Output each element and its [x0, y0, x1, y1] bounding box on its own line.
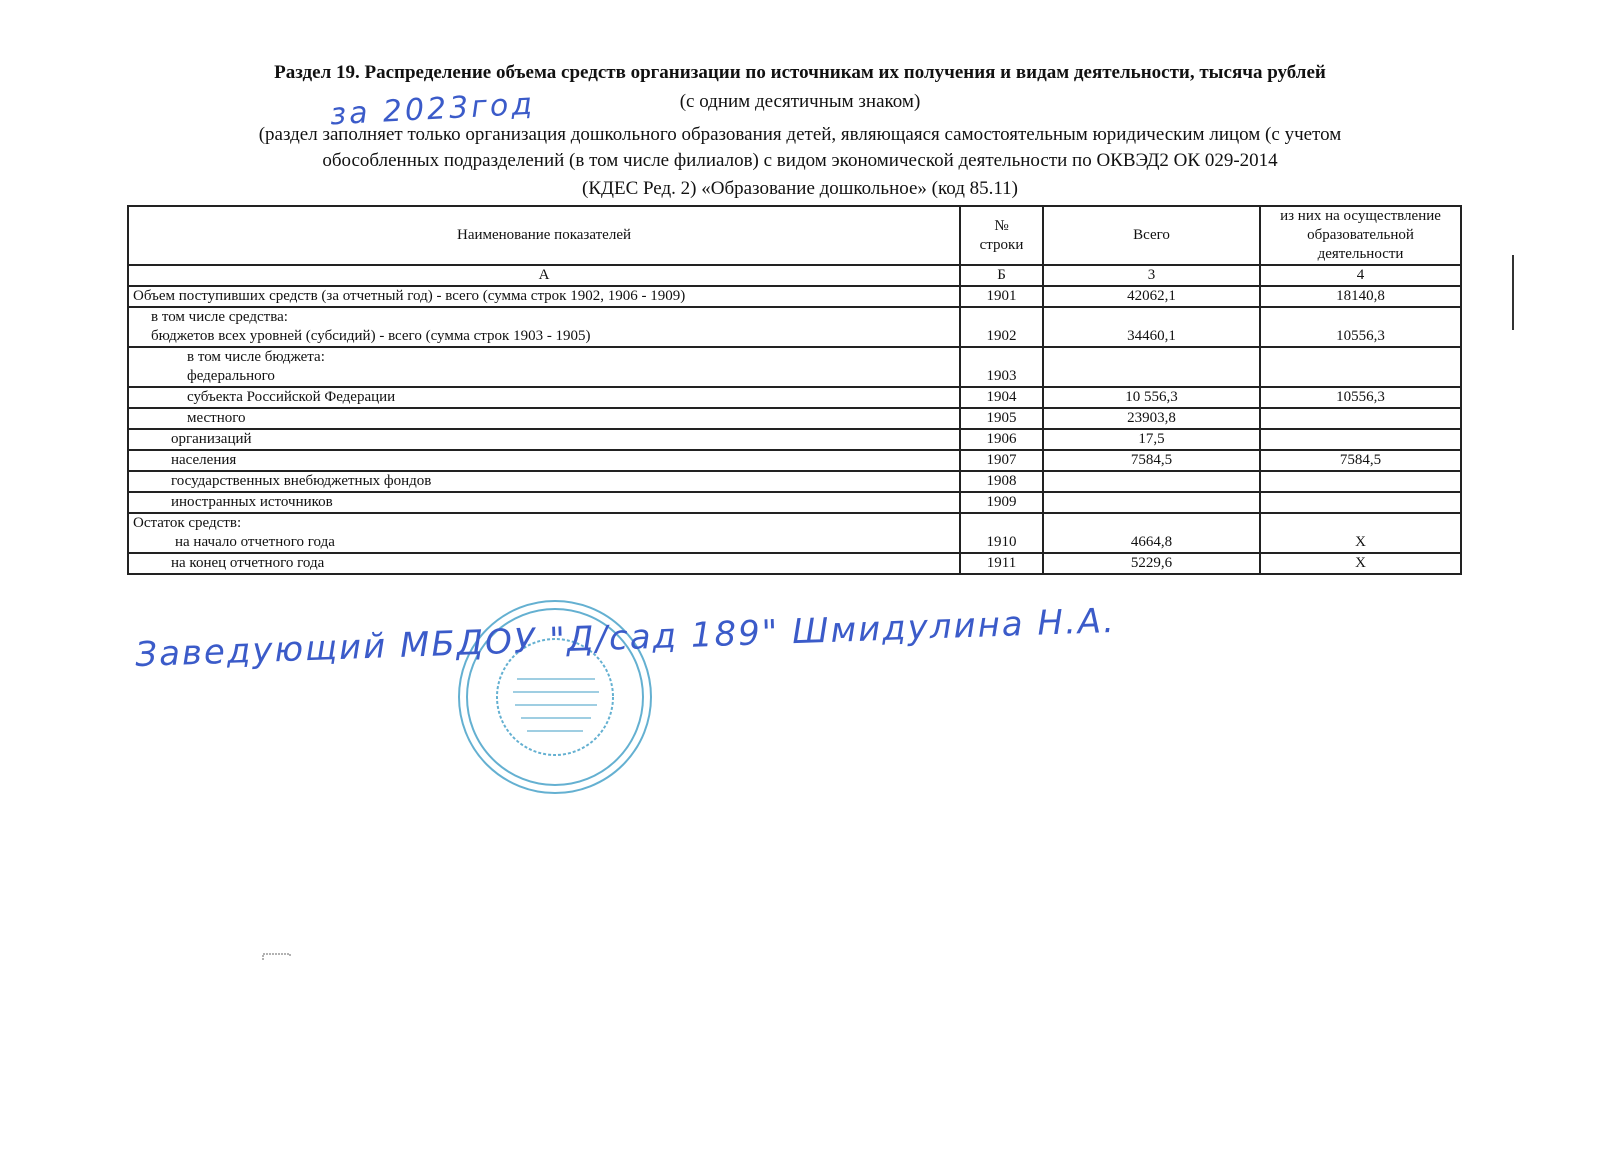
row-1903-edu	[1260, 347, 1461, 387]
header-edu-line2: образовательной деятельности	[1307, 227, 1414, 262]
handwritten-signature-line: Заведующий МБДОУ "Д/сад 189" Шмидулина Н.А.	[134, 600, 1117, 676]
row-1909-code: 1909	[960, 492, 1043, 513]
handwritten-year-note: за 2023год	[329, 86, 536, 133]
row-1906-total: 17,5	[1043, 429, 1260, 450]
row-1903-total	[1043, 347, 1260, 387]
row-1909-label: иностранных источников	[128, 492, 960, 513]
row-1902-label-top: в том числе средства:	[151, 309, 288, 325]
row-1910-label	[128, 513, 960, 553]
row-1911-total: 5229,6	[1043, 553, 1260, 574]
row-1901-total: 42062,1	[1043, 286, 1260, 307]
header-code-line1: №	[994, 217, 1009, 234]
table-header-row	[128, 206, 1461, 265]
row-1902-total: 34460,1	[1043, 307, 1260, 347]
stamp-text-marks	[513, 679, 599, 731]
row-1901-label: Объем поступивших средств (за отчетный год) - всего (сумма строк 1902, 1906 - 1909)	[128, 286, 960, 307]
section-title: Раздел 19. Распределение объема средств организации по источникам их получения и видам деятельности, тысяча рублей	[274, 62, 1326, 83]
section-note-line-3: (КДЕС Ред. 2) «Образование дошкольное» (код 85.11)	[582, 178, 1018, 199]
row-1910-label-main: на начало отчетного года	[175, 534, 335, 550]
column-letter-4: 4	[1260, 265, 1461, 286]
row-1901-edu: 18140,8	[1260, 286, 1461, 307]
header-edu-line1: из них на осуществление	[1280, 208, 1441, 224]
table-row	[128, 553, 1461, 574]
row-1902-label	[128, 307, 960, 347]
header-code-line2: строки	[979, 236, 1024, 253]
column-letter-b: Б	[960, 265, 1043, 286]
row-1904-total: 10 556,3	[1043, 387, 1260, 408]
row-1903-label	[128, 347, 960, 387]
row-1903-label-main: федерального	[187, 368, 275, 384]
row-1904-label: субъекта Российской Федерации	[128, 387, 960, 408]
row-1902-code: 1902	[960, 307, 1043, 347]
row-1903-code: 1903	[960, 347, 1043, 387]
row-1907-total: 7584,5	[1043, 450, 1260, 471]
table-row	[128, 492, 1461, 513]
row-1908-edu	[1260, 471, 1461, 492]
row-1904-edu: 10556,3	[1260, 387, 1461, 408]
row-1905-label: местного	[128, 408, 960, 429]
section-note-line-2: обособленных подразделений (в том числе филиалов) с видом экономической деятельности по ОКВЭД2 ОК 029-2014	[322, 150, 1278, 171]
column-letter-a: А	[128, 265, 960, 286]
scan-mark-line	[1510, 255, 1516, 330]
table-row	[128, 387, 1461, 408]
row-1911-code: 1911	[960, 553, 1043, 574]
table-row	[128, 429, 1461, 450]
section-note-line-1: (раздел заполняет только организация дошкольного образования детей, являющаяся самостоятельным юридическим лицом (с учетом	[258, 124, 1342, 145]
row-1905-total: 23903,8	[1043, 408, 1260, 429]
row-1906-edu	[1260, 429, 1461, 450]
section-subtitle: (с одним десятичным знаком)	[679, 91, 921, 112]
table-row	[128, 408, 1461, 429]
header-code	[960, 206, 1043, 265]
row-1908-label: государственных внебюджетных фондов	[128, 471, 960, 492]
table-row	[128, 286, 1461, 307]
row-1907-label: населения	[128, 450, 960, 471]
row-1907-edu: 7584,5	[1260, 450, 1461, 471]
row-1905-code: 1905	[960, 408, 1043, 429]
row-1909-edu	[1260, 492, 1461, 513]
row-1911-edu: X	[1260, 553, 1461, 574]
header-total: Всего	[1043, 206, 1260, 265]
row-1911-label: на конец отчетного года	[128, 553, 960, 574]
header-edu	[1260, 206, 1461, 265]
row-1910-total: 4664,8	[1043, 513, 1260, 553]
table-row	[128, 513, 1461, 553]
row-1907-code: 1907	[960, 450, 1043, 471]
row-1906-code: 1906	[960, 429, 1043, 450]
row-1904-code: 1904	[960, 387, 1043, 408]
scan-mark-corner	[262, 953, 292, 961]
row-1906-label: организаций	[128, 429, 960, 450]
row-1910-label-top: Остаток средств:	[133, 515, 242, 531]
table-row	[128, 307, 1461, 347]
table-row	[128, 347, 1461, 387]
row-1902-label-main: бюджетов всех уровней (субсидий) - всего (сумма строк 1903 - 1905)	[151, 328, 591, 344]
row-1909-total	[1043, 492, 1260, 513]
row-1903-label-top: в том числе бюджета:	[187, 349, 325, 365]
row-1910-code: 1910	[960, 513, 1043, 553]
row-1901-code: 1901	[960, 286, 1043, 307]
row-1910-edu: X	[1260, 513, 1461, 553]
row-1905-edu	[1260, 408, 1461, 429]
row-1908-total	[1043, 471, 1260, 492]
table-row	[128, 450, 1461, 471]
header-name: Наименование показателей	[128, 206, 960, 265]
row-1902-edu: 10556,3	[1260, 307, 1461, 347]
table-row	[128, 471, 1461, 492]
row-1908-code: 1908	[960, 471, 1043, 492]
column-letter-3: 3	[1043, 265, 1260, 286]
sources-table	[127, 205, 1462, 575]
column-letters-row	[128, 265, 1461, 286]
